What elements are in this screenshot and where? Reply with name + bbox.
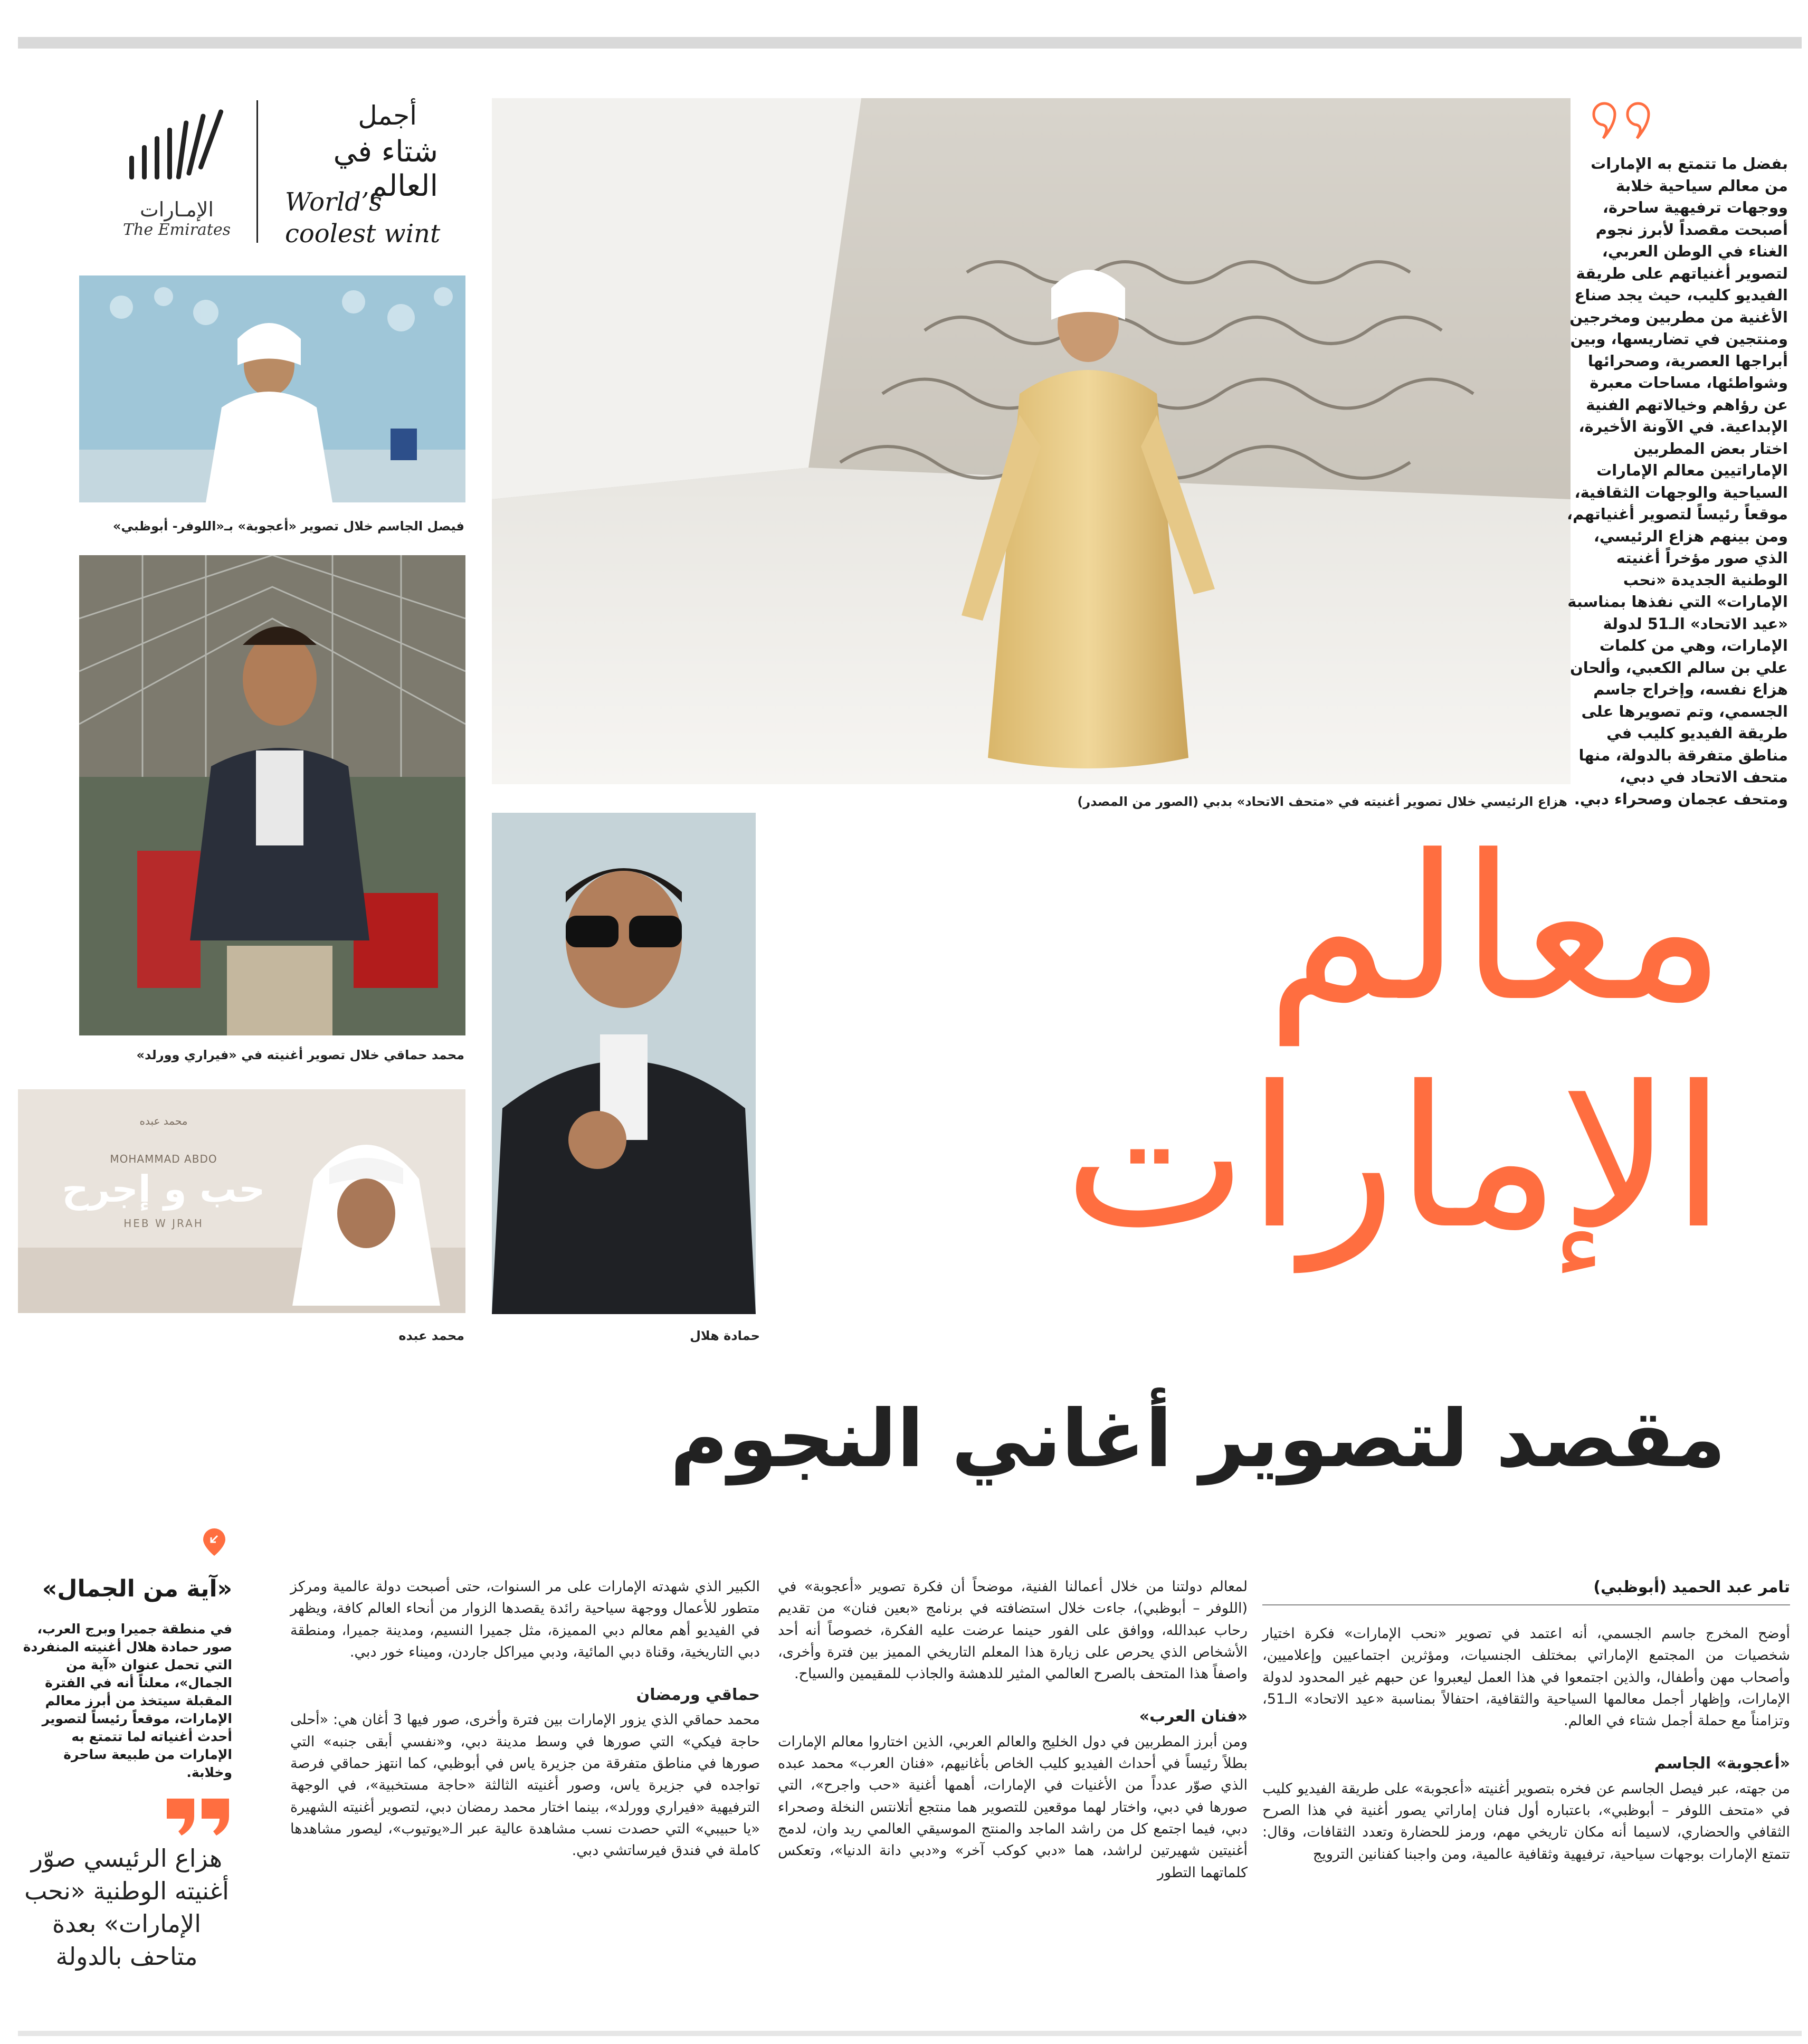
album-artist-arabic: محمد عبده: [139, 1115, 188, 1127]
main-photo: [492, 98, 1571, 784]
emirates-logo-icon: [124, 106, 230, 185]
column-2: [778, 1576, 1248, 1884]
column-1-paragraph-2: من جهته، عبر فيصل الجاسم عن فخره بتصوير أغنيته «أعجوبة» على طريقة الفيديو كليب في «متحف اللوفر – أبوظبي»، باعتباره أول فنان إماراتي يصور أغنية في هذا الصرح الثقافي والحضاري، لاسيما أنه مكان تاريخي مهم، ورمز للحضارة وتعدد الثقافات، وقال: تتمتع الإمارات بوجهات سياحية، ترفيهية وثقافية عالمية، ومن واجبنا كفنانين الترويج: [1262, 1780, 1790, 1862]
album-artist-english: MOHAMMAD ABDO: [110, 1153, 217, 1165]
hilal-photo: [492, 813, 756, 1314]
left-sidebar-text: في منطقة جميرا وبرج العرب، صور حمادة هلال أغنيته المنفردة التي تحمل عنوان «آية من الجمال»، معلناً أنه في الفترة المقبلة سيتخذ من أبرز معالم الإمارات، موقعاً رئيساً لتصوير أحدث أغنياته لما تتمتع به الإمارات من طبيعة ساحرة وخلابة.: [23, 1621, 232, 1780]
album-title-english: HEB W JRAH: [123, 1217, 204, 1230]
headline-line-1: معالم: [1265, 812, 1726, 1045]
ad-slogan-english-2: coolest wint: [285, 219, 441, 249]
quote-icon: [1590, 99, 1660, 139]
ad-divider: [256, 100, 258, 243]
ad-slogan-arabic-1: أجمل: [358, 100, 417, 131]
column-2-subhead: «فنان العرب»: [1139, 1707, 1248, 1726]
location-pin-icon: [202, 1527, 226, 1557]
ad-brand-english: The Emirates: [123, 221, 231, 239]
ad-brand-arabic: الإمـارات: [140, 198, 214, 221]
hilal-caption: حمادة هلال: [690, 1328, 760, 1343]
column-2-paragraph-2: ومن أبرز المطربين في دول الخليج والعالم العربي، الذين اختاروا معالم الإمارات بطلاً رئيساً في أحداث الفيديو كليب الخاص بأغانيهم، «فنان العرب» محمد عبده الذي صوّر عدداً من الأغنيات في الإمارات، أهمها أغنية «حب واجرح»، التي صورها في دبي، واختار لهما موقعين للتصوير هما منتجع أتلانتس النخلة وصحراء دبي، فيما اجتمع كل من راشد الماجد والمنتج الموسيقي العالمي ريد وان، لدمج أغنيتين شهيرتين لراشد، هما «دبي كوكب آخر» و«دبي دانة الدنيا»، وتعكس كلماتهما التطور: [778, 1733, 1248, 1881]
pull-quote-icon: [164, 1796, 233, 1836]
byline-rule: [1262, 1604, 1790, 1605]
pull-quote: هزاع الرئيسي صوّر أغنيته الوطنية «نحب الإمارات» بعدة متاحف بالدولة: [24, 1844, 229, 1971]
headline-subtitle: مقصد لتصوير أغاني النجوم: [670, 1393, 1726, 1485]
hamaki-caption: محمد حماقي خلال تصوير أغنيته في «فيراري وورلد»: [136, 1048, 464, 1062]
main-photo-caption: هزاع الرئيسي خلال تصوير أغنيته في «متحف الاتحاد» بدبي (الصور من المصدر): [1077, 794, 1567, 809]
sidebar-intro-text: بفضل ما تتمتع به الإمارات من معالم سياحية خلابة ووجهات ترفيهية ساحرة، أصبحت مقصداً لأبرز نجوم الغناء في الوطن العربي، لتصوير أغنياتهم على طريقة الفيديو كليب، حيث يجد صناع الأغنية من مطربين ومخرجين ومنتجين في تضاريسها، وبين أبراجها العصرية، وصحرائها وشواطئها، مساحات معبرة عن رؤاهم وخيالاتهم الفنية الإبداعية. في الآونة الأخيرة، اختار بعض المطربين الإماراتيين معالم الإمارات السياحية والوجهات الثقافية، موقعاً رئيساً لتصوير أغنياتهم، ومن بينهم هزاع الرئيسي، الذي صور مؤخراً أغنيته الوطنية الجديدة «نحب الإمارات» التي نفذها بمناسبة «عيد الاتحاد» الـ51 لدولة الإمارات، وهي من كلمات علي بن سالم الكعبي، وألحان هزاع نفسه، وإخراج جاسم الجسمي، وتم تصويرها على طريقة الفيديو كليب في مناطق متفرقة بالدولة، منها متحف الاتحاد في دبي، ومتحف عجمان وصحراء دبي.: [1566, 155, 1788, 808]
hamaki-photo: [79, 555, 465, 1035]
abdo-caption: محمد عبده: [398, 1328, 464, 1343]
ad-slogan-arabic-2: شتاء في العالم: [333, 135, 438, 203]
column-3-paragraph-2: محمد حماقي الذي يزور الإمارات بين فترة وأخرى، صور فيها 3 أغان هي: «أحلى حاجة فيكي» التي صورها في وسط مدينة دبي، و«نفسي أبقى جنبه» التي صورها في مناطق متفرقة من جزيرة ياس في أبوظبي، كما انتهز حماقي فرصة تواجده في جزيرة ياس، وصور أغنيته الثالثة «حاجة مستخبية»، في الوجهة الترفيهية «فيراري وورلد»، بينما اختار محمد رمضان دبي، لتصوير أغنيته الشهيرة «يا حبيبي» التي حصدت نسب مشاهدة عالية عبر الـ«يوتيوب»، ليصور مشاهدها كاملة في فندق فيرساتشي دبي.: [290, 1712, 760, 1859]
faisal-caption: فيصل الجاسم خلال تصوير «أعجوبة» بـ«اللوفر- أبوظبي»: [112, 519, 464, 534]
byline: تامر عبد الحميد (أبوظبي): [1593, 1578, 1790, 1596]
column-1-paragraph-1: أوضح المخرج جاسم الجسمي، أنه اعتمد في تصوير «نحب الإمارات» فكرة اختيار شخصيات من المجتمع الإماراتي بمختلف الجنسيات، ومؤثرين اجتماعيين وإعلاميين، وأصحاب مهن وأطفال، والذين اجتمعوا في هذا العمل ليعبروا عن حبهم غير المحدود لدولة الإمارات، وإظهار أجمل معالمها السياحية والثقافية، احتفالاً بمناسبة «عيد الاتحاد» الـ51، وتزامناً مع حملة أجمل شتاء في العالم.: [1262, 1625, 1790, 1729]
column-1: [1262, 1623, 1790, 1865]
headline-line-2: الإمارات: [1063, 1045, 1726, 1272]
ad-slogan-english-1: World’s: [285, 187, 382, 217]
column-2-paragraph-1: لمعالم دولتنا من خلال أعمالنا الفنية، موضحاً أن فكرة تصوير «أعجوبة» في (اللوفر – أبوظبي)، جاءت خلال استضافته في برنامج «بعين فنان» من تقديم رحاب عبدالله، ووافق على الفور حينما عرضت عليه الفكرة، خصوصاً أنه أحد الأشخاص الذي يحرص على زيارة هذا المعلم التاريخي المميز بين فترة وأخرى، واصفاً هذا المتحف بالصرح العالمي المثير للدهشة والجاذب للمقيمين والسياح.: [778, 1579, 1248, 1682]
column-3-subhead: حماقي ورمضان: [636, 1686, 760, 1705]
column-3-paragraph-1: الكبير الذي شهدته الإمارات على مر السنوات، حتى أصبحت دولة عالمية ومركز متطور للأعمال ووجهة سياحية رائدة يقصدها الزوار من أنحاء العالم كافة، ويظهر في الفيديو أهم معالم دبي المميزة، مثل جميرا النسيم، ومدينة جميرا، ومنطقة دبي التاريخية، وقناة دبي المائية، ودبي ميراكل جاردن، وميناء خور دبي.: [290, 1579, 760, 1660]
bottom-rule: [18, 2031, 1802, 2036]
faisal-photo: [79, 275, 465, 502]
column-1-subhead: «أعجوبة» الجاسم: [1654, 1754, 1790, 1773]
column-3: [290, 1576, 760, 1862]
top-rule: [18, 37, 1802, 49]
left-sidebar-title: «آية من الجمال»: [42, 1575, 232, 1602]
album-title-arabic: حب و إجرح: [62, 1167, 265, 1211]
